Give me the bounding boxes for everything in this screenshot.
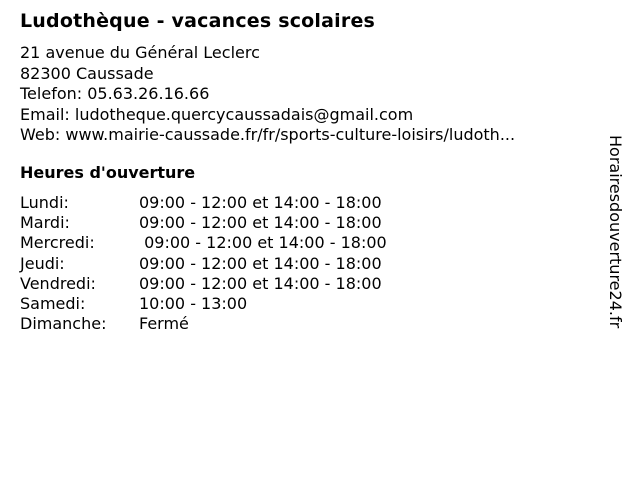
day-label: Jeudi: <box>20 253 65 273</box>
phone-number: Telefon: 05.63.26.16.66 <box>20 84 210 103</box>
email-address: Email: ludotheque.quercycaussadais@gmail.com <box>20 104 414 124</box>
website-url: Web: www.mairie-caussade.fr/fr/sports-culture-loisirs/ludoth... <box>20 125 516 144</box>
hours-row-mardi <box>20 213 387 233</box>
hours-row-dimanche <box>20 314 387 334</box>
site-watermark: Horairesdouverture24.fr <box>606 135 625 329</box>
time-value: 09:00 - 12:00 et 14:00 - 18:00 <box>139 193 382 212</box>
opening-hours-table <box>20 193 387 334</box>
contact-info <box>20 43 515 146</box>
address-city: 82300 Caussade <box>20 63 154 83</box>
time-value: 09:00 - 12:00 et 14:00 - 18:00 <box>139 213 382 233</box>
hours-row-mercredi <box>20 233 387 253</box>
time-value: 10:00 - 13:00 <box>139 293 248 313</box>
time-value: 09:00 - 12:00 et 14:00 - 18:00 <box>139 233 387 253</box>
hours-row-samedi <box>20 294 387 314</box>
opening-hours-heading: Heures d'ouverture <box>20 163 196 182</box>
time-value: 09:00 - 12:00 et 14:00 - 18:00 <box>139 253 382 273</box>
hours-row-jeudi <box>20 254 387 274</box>
time-value: Fermé <box>139 314 189 334</box>
day-label: Mercredi: <box>20 233 95 253</box>
page-title: Ludothèque - vacances scolaires <box>20 10 376 32</box>
hours-row-vendredi <box>20 274 387 294</box>
time-value: 09:00 - 12:00 et 14:00 - 18:00 <box>139 273 382 293</box>
day-label: Lundi: <box>20 193 69 212</box>
day-label: Samedi: <box>20 293 86 313</box>
day-label: Vendredi: <box>20 273 96 293</box>
hours-row-lundi <box>20 193 387 213</box>
day-label: Mardi: <box>20 213 70 233</box>
address-street: 21 avenue du Général Leclerc <box>20 43 260 62</box>
day-label: Dimanche: <box>20 314 107 334</box>
